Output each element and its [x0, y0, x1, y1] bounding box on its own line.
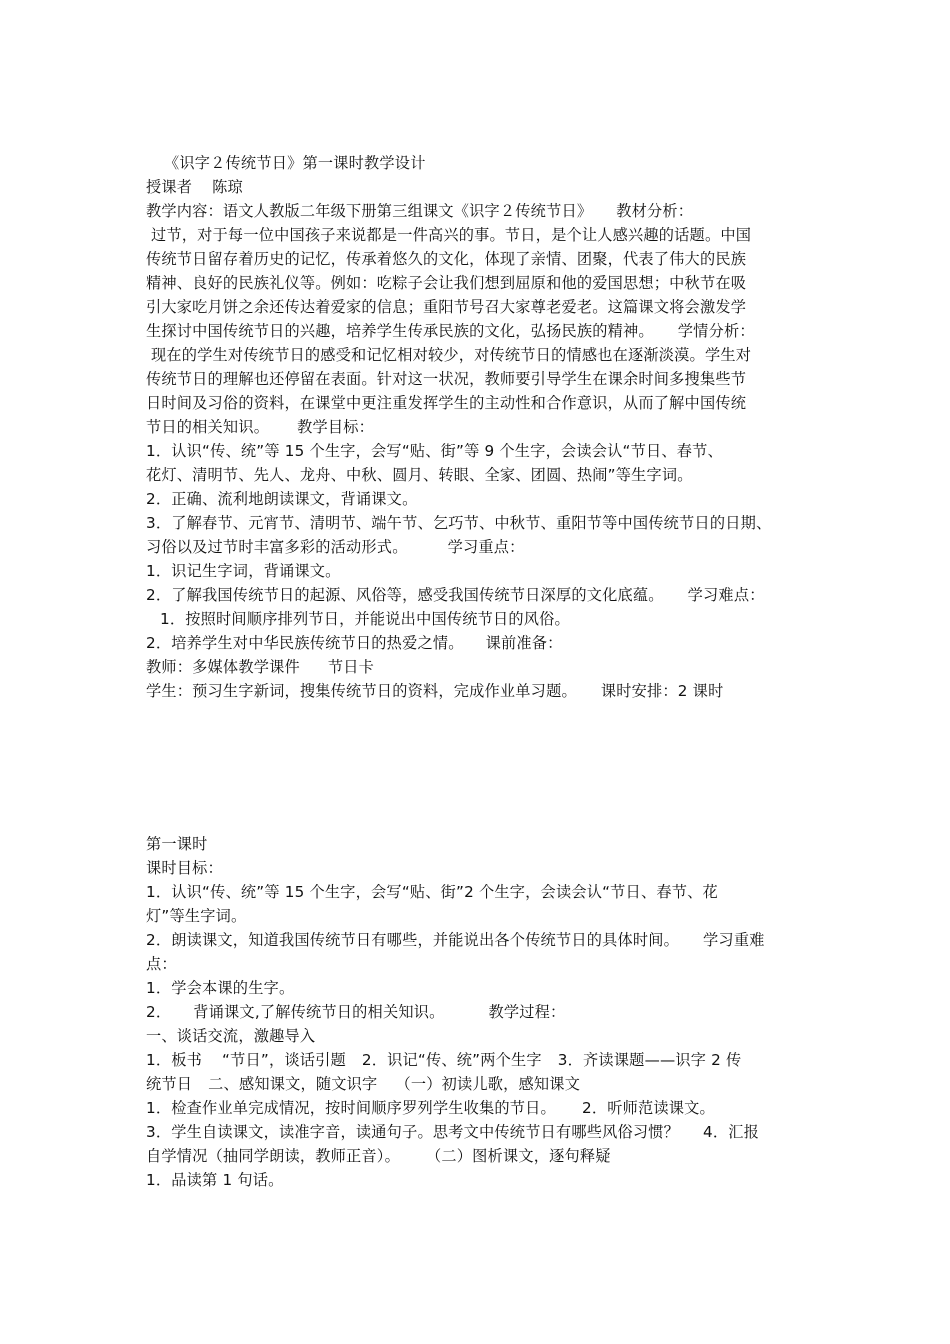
prep-student-text: 学生：预习生字新词，搜集传统节日的资料，完成作业单习题。	[146, 682, 577, 700]
lesson-goal-item-cont: 灯”等生字词。	[146, 907, 247, 925]
key2-text: 2．了解我国传统节日的起源、风俗等，感受我国传统节日深厚的文化底蕴。	[146, 586, 664, 604]
teacher-line	[146, 175, 243, 199]
step2-subheading-2: （二）图析课文，逐句释疑	[426, 1147, 611, 1165]
step1-item-e: 统节日	[146, 1075, 193, 1093]
goal-item: 2．正确、流利地朗读课文，背诵课文。	[146, 490, 418, 508]
material-paragraph-line	[146, 319, 755, 343]
step-items-line	[146, 1048, 741, 1072]
key-item	[146, 583, 765, 607]
prep-heading: 课前准备：	[485, 634, 563, 652]
goal-item: 3．了解春节、元宵节、清明节、端午节、乞巧节、中秋节、重阳节等中国传统节日的日期、	[146, 514, 772, 532]
goal3-cont-text: 习俗以及过节时丰富多彩的活动形式。	[146, 538, 408, 556]
student-last-text: 节日的相关知识。	[146, 418, 270, 436]
key-difficulty-heading-cont: 点：	[146, 955, 177, 973]
difficulty-heading: 学习难点：	[687, 586, 765, 604]
step1-item-b: “节日”，谈话引题	[222, 1051, 346, 1069]
student-paragraph-line: 现在的学生对传统节日的感受和记忆相对较少，对传统节日的情感也在逐渐淡漠。学生对	[151, 346, 752, 364]
material-paragraph-line: 传统节日留存着历史的记忆，传承着悠久的文化，体现了亲情、团聚，代表了伟大的民族	[146, 250, 747, 268]
kd2-number: 2．	[146, 1003, 172, 1021]
lesson-goal-item	[146, 928, 765, 952]
lesson-title: 第一课时	[146, 835, 208, 853]
process-item: 1．品读第 1 句话。	[146, 1171, 284, 1189]
content-line	[146, 199, 693, 223]
key-difficulty-item: 1．学会本课的生字。	[146, 979, 295, 997]
kd2-text: 背诵课文,了解传统节日的相关知识。	[193, 1003, 445, 1021]
step1-item-a: 1．板书	[146, 1051, 203, 1069]
lg2-text: 2．朗读课文，知道我国传统节日有哪些，并能说出各个传统节日的具体时间。	[146, 931, 680, 949]
goals-heading: 教学目标：	[297, 418, 375, 436]
process-item-3: 3．学生自读课文，读准字音，读通句子。思考文中传统节日有哪些风俗习惯？	[146, 1123, 680, 1141]
material-heading: 教材分析：	[616, 202, 694, 220]
key-item: 1．识记生字词，背诵课文。	[146, 562, 341, 580]
step1-item-c: 2．识记“传、统”两个生字	[361, 1051, 542, 1069]
goal-item-cont	[146, 535, 525, 559]
key-difficulty-item	[146, 1000, 565, 1024]
document-title: 《识字２传统节日》第一课时教学设计	[164, 154, 426, 172]
student-heading: 学情分析：	[677, 322, 755, 340]
prep-student-line	[146, 679, 723, 703]
material-paragraph-line: 过节，对于每一位中国孩子来说都是一件高兴的事。节日，是个让人感兴趣的话题。中国	[151, 226, 752, 244]
process-item-1: 1．检查作业单完成情况，按时间顺序罗列学生收集的节日。	[146, 1099, 556, 1117]
schedule-text: 课时安排：2 课时	[600, 682, 724, 700]
material-last-text: 生探讨中国传统节日的兴趣，培养学生传承民族的文化，弘扬民族的精神。	[146, 322, 654, 340]
process-item	[146, 1096, 715, 1120]
material-paragraph-line: 引大家吃月饼之余还传达着爱家的信息；重阳节号召大家尊老爱老。这篇课文将会激发学	[146, 298, 747, 316]
step2-heading: 二、感知课文，随文识字	[208, 1075, 378, 1093]
prep-teacher-text: 教师：多媒体教学课件	[146, 658, 300, 676]
diff2-text: 2．培养学生对中华民族传统节日的热爱之情。	[146, 634, 464, 652]
step1-item-d: 3．齐读课题——识字 2 传	[557, 1051, 742, 1069]
process-heading: 教学过程：	[488, 1003, 566, 1021]
process-item-2: 2．听师范读课文。	[581, 1099, 715, 1117]
prep-teacher-line	[146, 655, 374, 679]
process-item-cont	[146, 1144, 611, 1168]
process-item	[146, 1120, 759, 1144]
process-item-4-cont: 自学情况（抽同学朗读，教师正音）。	[146, 1147, 400, 1165]
step-heading: 一、谈话交流，激趣导入	[146, 1027, 316, 1045]
student-paragraph-line	[146, 415, 374, 439]
step-items-line-cont	[146, 1072, 580, 1096]
student-paragraph-line: 日时间及习俗的资料，在课堂中更注重发挥学生的主动性和合作意识，从而了解中国传统	[146, 394, 747, 412]
lesson-goal-item: 1．认识“传、统”等 15 个生字，会写“贴、街”2 个生字，会读会认“节日、春节、花	[146, 883, 718, 901]
difficulty-item	[146, 631, 563, 655]
prep-card-text: 节日卡	[327, 658, 375, 676]
goal-item-cont: 花灯、清明节、先人、龙舟、中秋、圆月、转眼、全家、团圆、热闹”等生字词。	[146, 466, 693, 484]
process-item-4-start: 4．汇报	[703, 1123, 760, 1141]
student-paragraph-line: 传统节日的理解也还停留在表面。针对这一状况，教师要引导学生在课余时间多搜集些节	[146, 370, 747, 388]
key-heading: 学习重点：	[447, 538, 525, 556]
goal-item: 1．认识“传、统”等 15 个生字，会写“贴、街”等 9 个生字，会读会认“节日、春节、	[146, 442, 723, 460]
difficulty-item: 1．按照时间顺序排列节日，并能说出中国传统节日的风俗。	[160, 610, 570, 628]
step2-subheading: （一）初读儿歌，感知课文	[395, 1075, 581, 1093]
key-difficulty-heading: 学习重难	[703, 931, 765, 949]
teacher-label: 授课者	[146, 178, 193, 196]
material-paragraph-line: 精神、良好的民族礼仪等。例如：吃粽子会让我们想到屈原和他的爱国思想；中秋节在吸	[146, 274, 747, 292]
lesson-goals-heading: 课时目标：	[146, 859, 223, 877]
teacher-name: 陈琼	[212, 178, 243, 196]
content-text: 教学内容：语文人教版二年级下册第三组课文《识字２传统节日》	[146, 202, 593, 220]
